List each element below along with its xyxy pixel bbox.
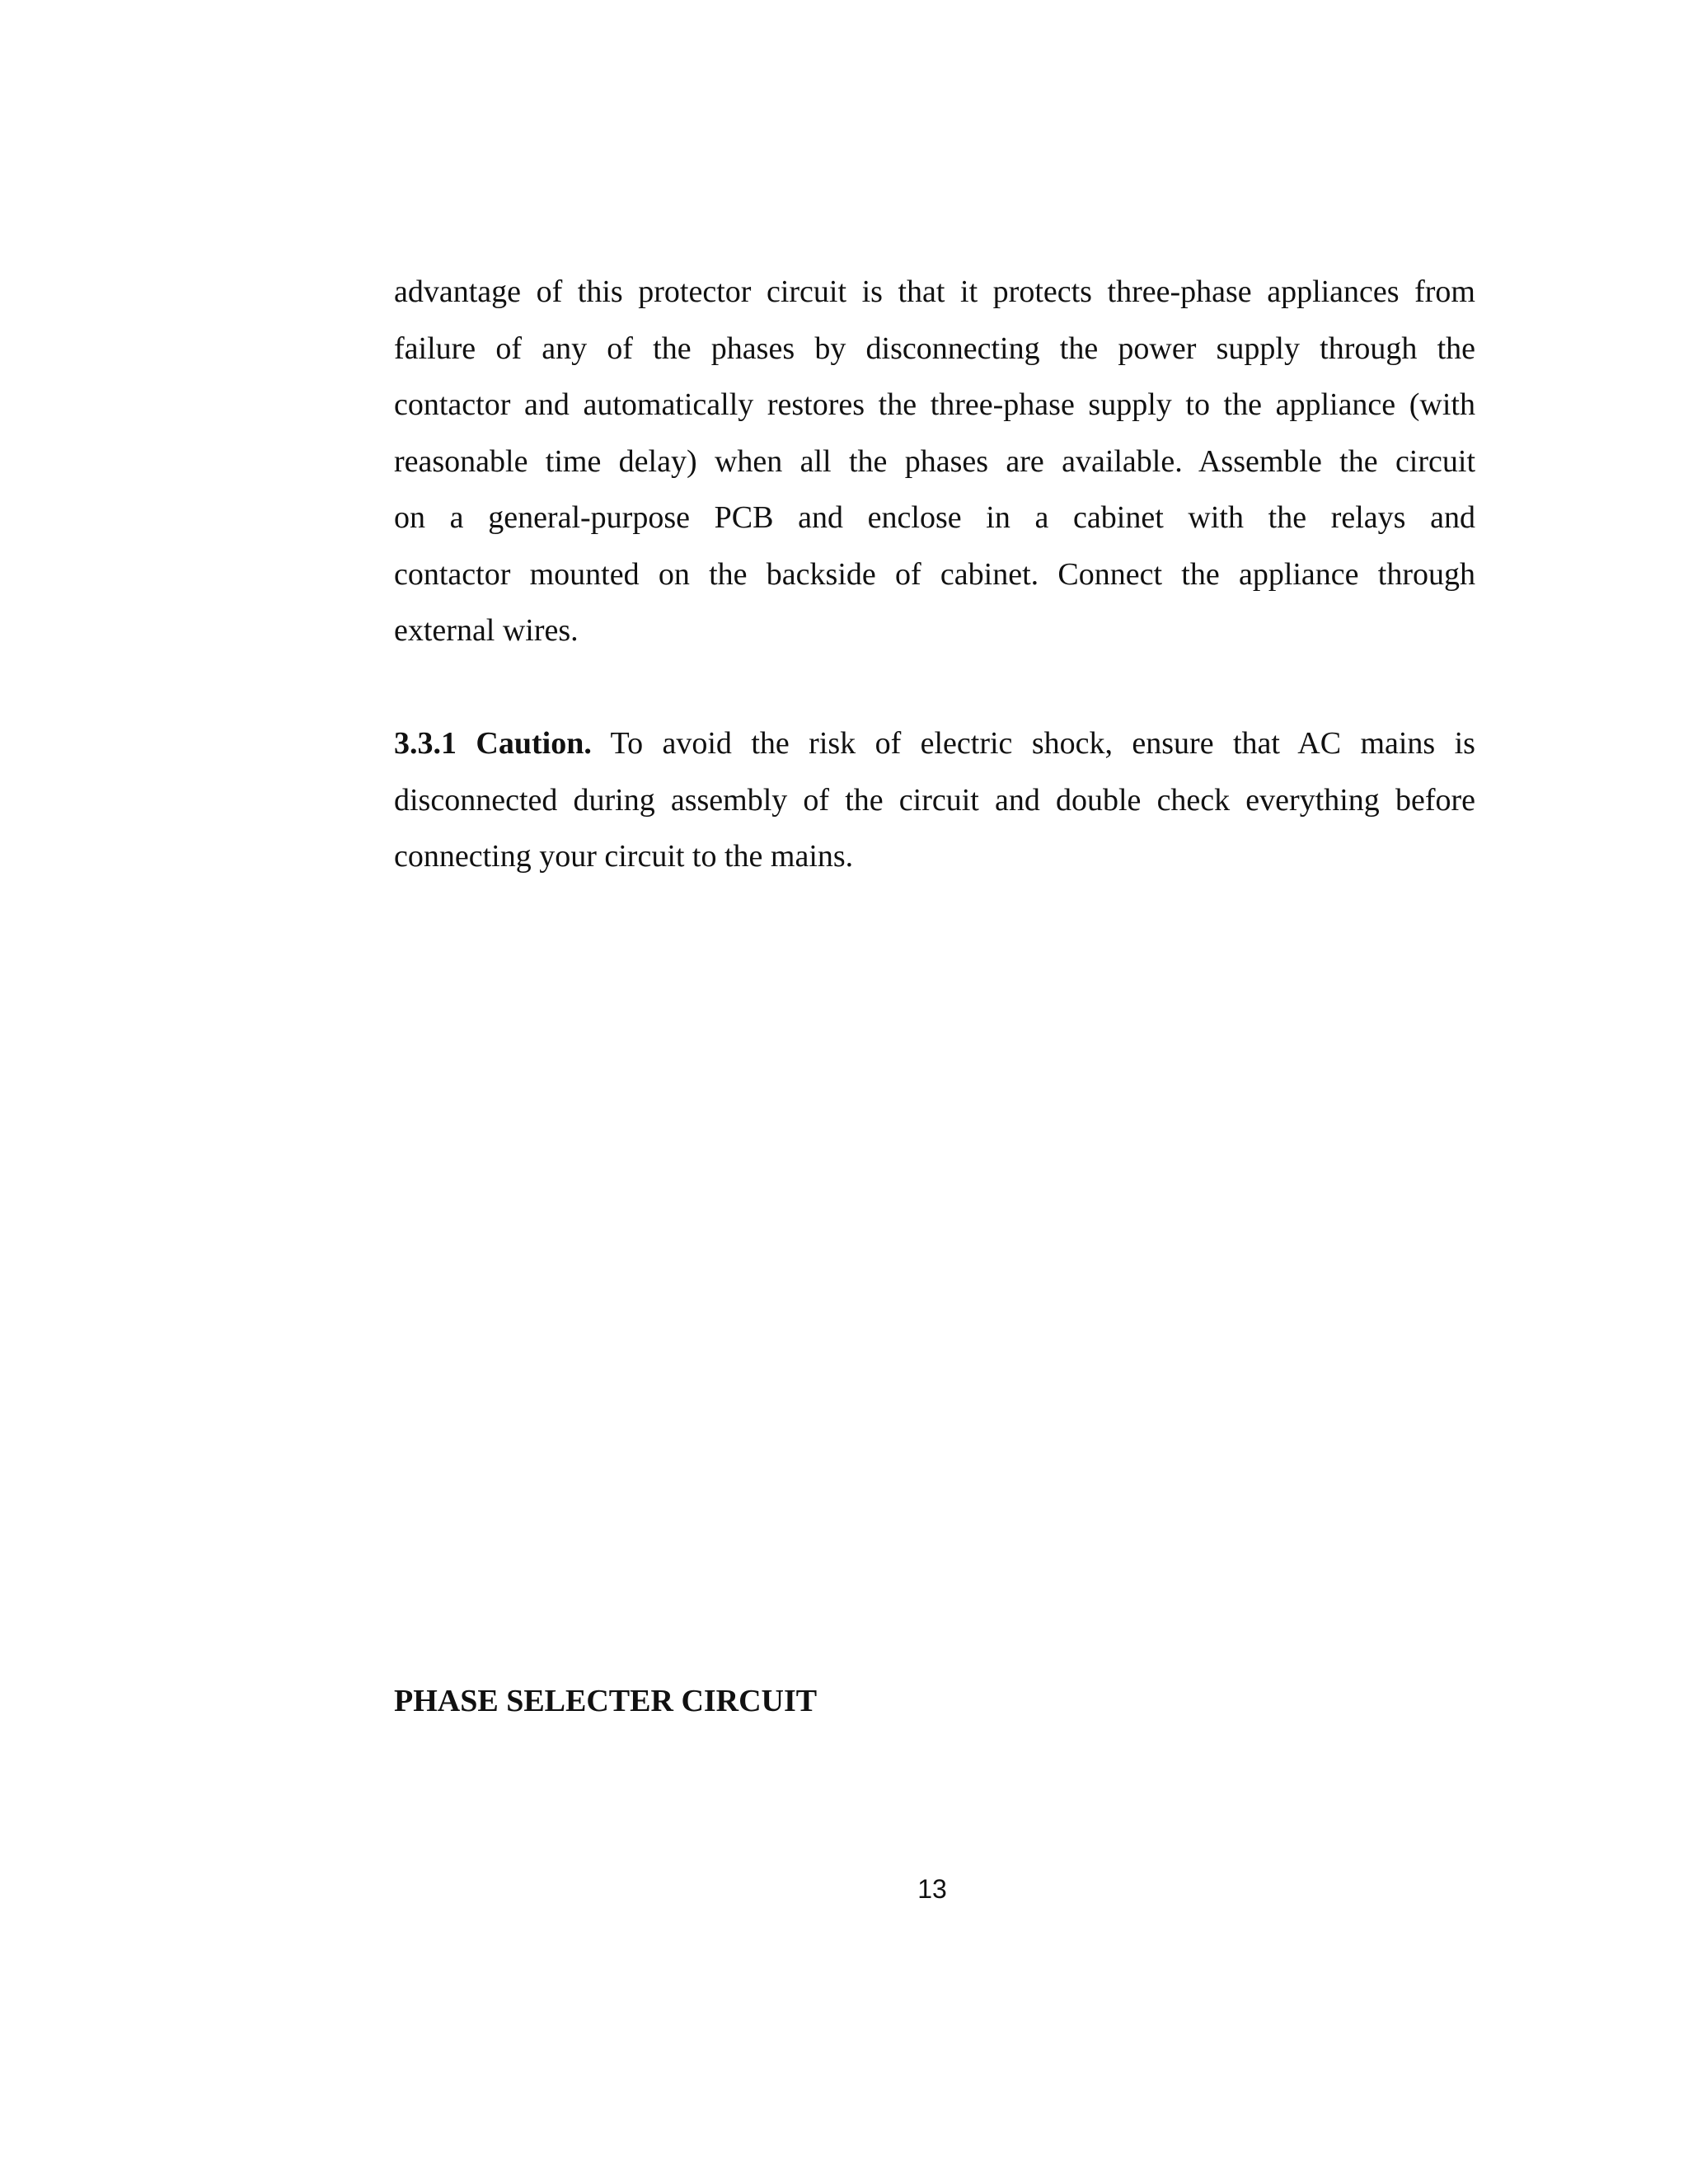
paragraph-line: on a general-purpose PCB and enclose in a cabinet with the relays and bbox=[394, 500, 1475, 535]
paragraph-line: disconnected during assembly of the circuit and double check everything before bbox=[394, 782, 1475, 818]
section-heading: PHASE SELECTER CIRCUIT bbox=[394, 1684, 818, 1718]
paragraph-line: advantage of this protector circuit is that it protects three-phase appliances from bbox=[394, 274, 1475, 309]
paragraph-line: contactor and automatically restores the three-phase supply to the appliance (with bbox=[394, 387, 1475, 422]
paragraph-line: failure of any of the phases by disconnecting the power supply through the bbox=[394, 330, 1475, 366]
paragraph-caution bbox=[394, 715, 1475, 885]
paragraph-line: contactor mounted on the backside of cabinet. Connect the appliance through bbox=[394, 556, 1475, 592]
paragraph-line: reasonable time delay) when all the phases are available. Assemble the circuit bbox=[394, 443, 1475, 479]
caution-heading: 3.3.1 Caution. bbox=[394, 726, 592, 761]
paragraph-line: To avoid the risk of electric shock, ensure that AC mains is bbox=[610, 726, 1475, 761]
caution-first-line bbox=[394, 715, 1475, 772]
paragraph-line: external wires. bbox=[394, 613, 579, 648]
paragraph-line: connecting your circuit to the mains. bbox=[394, 839, 854, 874]
page-number: 13 bbox=[917, 1874, 947, 1904]
paragraph-phase-protector bbox=[394, 264, 1475, 659]
